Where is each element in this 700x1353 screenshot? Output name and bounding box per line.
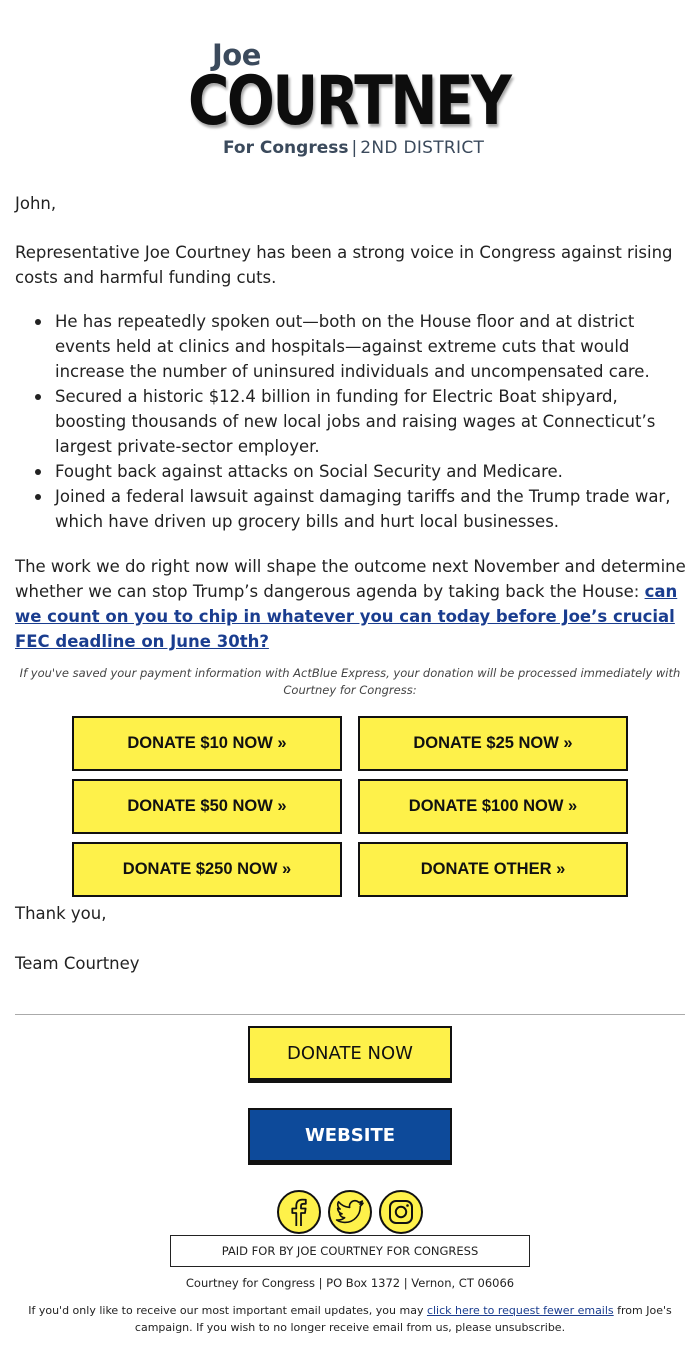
donate-250-button[interactable]: DONATE $250 NOW » xyxy=(72,842,342,897)
logo-for-congress: For Congress xyxy=(223,138,349,158)
donate-10-button[interactable]: DONATE $10 NOW » xyxy=(72,716,342,771)
donate-other-button[interactable]: DONATE OTHER » xyxy=(358,842,628,897)
logo-last-name: COURTNEY xyxy=(188,62,510,141)
cta-text: The work we do right now will shape the outcome next November and determine whether we can stop Trump’s dangerous agenda by taking back the House: xyxy=(15,557,686,601)
greeting: John, xyxy=(15,194,57,213)
list-item: Fought back against attacks on Social Security and Medicare. xyxy=(15,459,690,484)
donate-100-button[interactable]: DONATE $100 NOW » xyxy=(358,779,628,834)
note-text-after: from Joe's campaign. If you wish to no longer receive email from us, please unsubscribe. xyxy=(134,1304,672,1334)
list-item: Joined a federal lawsuit against damaging tariffs and the Trump trade war, which have driven up grocery bills and hurt local businesses. xyxy=(15,484,690,534)
intro-paragraph: Representative Joe Courtney has been a strong voice in Congress against rising costs and harmful funding cuts. xyxy=(15,243,673,287)
cta-donate-link[interactable]: can we count on you to chip in whatever you can today before Joe’s crucial FEC deadline on June 30th? xyxy=(15,582,678,651)
divider xyxy=(15,1014,685,1015)
social-links xyxy=(277,1190,423,1234)
accomplishments-list xyxy=(15,309,690,534)
twitter-icon[interactable] xyxy=(328,1190,372,1234)
closing: Thank you, xyxy=(15,904,107,923)
logo-subtitle xyxy=(223,138,484,158)
logo-separator: | xyxy=(351,138,358,158)
instagram-icon[interactable] xyxy=(379,1190,423,1234)
paid-for-disclaimer: PAID FOR BY JOE COURTNEY FOR CONGRESS xyxy=(170,1235,530,1267)
call-to-action-paragraph xyxy=(15,554,690,654)
mailing-address: Courtney for Congress | PO Box 1372 | Vernon, CT 06066 xyxy=(185,1276,515,1290)
donate-25-button[interactable]: DONATE $25 NOW » xyxy=(358,716,628,771)
email-preferences-note xyxy=(25,1302,675,1336)
actblue-express-note: If you've saved your payment information with ActBlue Express, your donation will be processed immediately with Courtney for Congress: xyxy=(19,666,681,697)
campaign-logo xyxy=(188,38,513,163)
donate-50-button[interactable]: DONATE $50 NOW » xyxy=(72,779,342,834)
donate-now-button[interactable]: DONATE NOW xyxy=(248,1026,452,1083)
facebook-icon[interactable] xyxy=(277,1190,321,1234)
list-item: He has repeatedly spoken out—both on the House floor and at district events held at clinics and hospitals—against extreme cuts that would increase the number of uninsured individuals and uncompensated care. xyxy=(15,309,690,384)
list-item: Secured a historic $12.4 billion in funding for Electric Boat shipyard, boosting thousands of new local jobs and raising wages at Connecticut’s largest private-sector employer. xyxy=(15,384,690,459)
website-button[interactable]: WEBSITE xyxy=(248,1108,452,1165)
note-text-before: If you'd only like to receive our most important email updates, you may xyxy=(28,1304,427,1317)
signature: Team Courtney xyxy=(15,954,140,973)
logo-first-name: Joe xyxy=(212,38,261,72)
logo-district: 2ND DISTRICT xyxy=(360,138,485,158)
fewer-emails-link[interactable]: click here to request fewer emails xyxy=(426,1304,614,1317)
